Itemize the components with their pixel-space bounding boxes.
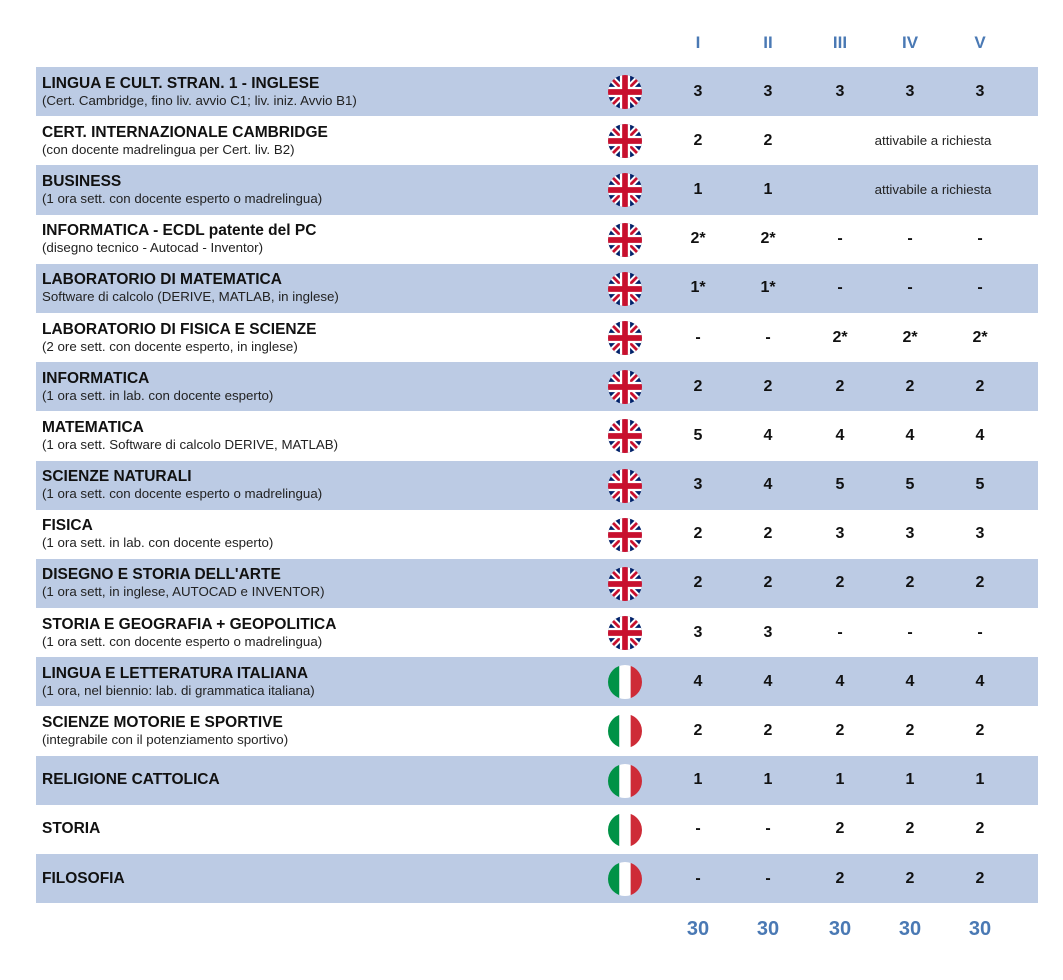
hours-cell: 2 [763,722,773,740]
hours-cell: 1 [693,180,703,198]
subject-description: (1 ora sett. Software di calcolo DERIVE, MATLAB) [42,436,339,452]
hours-cell: 2 [835,574,845,592]
total-hours: 30 [828,918,852,940]
hours-cell: 4 [835,426,845,444]
hours-cell: 3 [835,82,845,100]
subject-description: (1 ora sett. con docente esperto o madrelingua) [42,486,323,502]
hours-cell: - [837,623,843,641]
hours-cell: - [765,820,771,838]
hours-cell: 2 [763,377,773,395]
hours-cell: - [977,279,983,297]
hours-cell: 2 [835,869,845,887]
hours-cell: 4 [975,426,985,444]
table-row [36,116,1038,165]
table-row [36,67,1038,116]
hours-cell: 2 [835,377,845,395]
subject-description: (integrabile con il potenziamento sportivo) [42,732,289,748]
hours-cell: 3 [975,82,985,100]
availability-note: attivabile a richiesta [874,181,992,197]
hours-cell: 2* [972,328,988,346]
subject-cell [42,706,602,755]
hours-cell: - [907,279,913,297]
hours-cell: - [907,623,913,641]
total-hours: 30 [686,918,710,940]
hours-cell: 2 [835,722,845,740]
subject-cell [42,67,602,116]
uk-flag-icon [608,567,642,601]
table-row [36,313,1038,362]
subject-cell [42,362,602,411]
hours-cell: - [837,230,843,248]
hours-cell: 2 [763,525,773,543]
hours-cell: 3 [763,82,773,100]
subject-title: MATEMATICA [42,418,144,436]
subject-title: STORIA [42,820,101,838]
subject-cell [42,165,602,214]
hours-cell: 2 [905,820,915,838]
italy-flag-icon [608,714,642,748]
table-row [36,461,1038,510]
hours-cell: 4 [763,672,773,690]
subject-description: (2 ore sett. con docente esperto, in inglese) [42,338,298,354]
hours-cell: 2 [905,869,915,887]
total-hours: 30 [968,918,992,940]
subject-title: INFORMATICA - ECDL patente del PC [42,222,317,240]
italy-flag-icon [608,862,642,896]
hours-cell: 2 [693,377,703,395]
table-row [36,706,1038,755]
hours-cell: 3 [835,525,845,543]
hours-cell: 4 [905,672,915,690]
hours-cell: 2 [975,869,985,887]
hours-cell: - [765,328,771,346]
hours-cell: 2* [902,328,918,346]
hours-cell: 2 [693,722,703,740]
subject-description: (1 ora, nel biennio: lab. di grammatica italiana) [42,682,315,698]
subject-cell [42,657,602,706]
hours-cell: - [907,230,913,248]
subject-cell [42,411,602,460]
hours-cell: 2 [763,131,773,149]
year-label: I [695,33,701,52]
subject-title: RELIGIONE CATTOLICA [42,771,220,789]
subject-title: FILOSOFIA [42,869,125,887]
hours-cell: 3 [905,525,915,543]
subject-title: DISEGNO E STORIA DELL'ARTE [42,566,281,584]
uk-flag-icon [608,419,642,453]
subject-description: (1 ora sett. in lab. con docente esperto) [42,387,274,403]
hours-cell: 1 [975,771,985,789]
hours-cell: 4 [905,426,915,444]
totals-row [0,913,1063,945]
table-row [36,805,1038,854]
subject-title: LINGUA E LETTERATURA ITALIANA [42,664,309,682]
hours-cell: 1 [905,771,915,789]
hours-cell: 2* [690,230,706,248]
subject-title: CERT. INTERNAZIONALE CAMBRIDGE [42,123,328,141]
hours-cell: 2 [693,525,703,543]
hours-cell: 4 [975,672,985,690]
hours-cell: 5 [693,426,703,444]
hours-cell: 2 [975,377,985,395]
hours-cell: 5 [835,476,845,494]
subject-description: (disegno tecnico - Autocad - Inventor) [42,240,263,256]
subject-title: STORIA E GEOGRAFIA + GEOPOLITICA [42,615,337,633]
hours-cell: 2 [975,820,985,838]
hours-cell: - [695,869,701,887]
hours-cell: 2 [975,722,985,740]
subject-cell [42,510,602,559]
hours-cell: 2 [835,820,845,838]
subject-description: (1 ora sett, in inglese, AUTOCAD e INVENTOR) [42,584,325,600]
subject-description: (con docente madrelingua per Cert. liv. B2) [42,141,295,157]
hours-cell: - [765,869,771,887]
hours-cell: 4 [763,476,773,494]
hours-cell: - [695,328,701,346]
subject-title: INFORMATICA [42,369,150,387]
table-row [36,264,1038,313]
total-hours: 30 [898,918,922,940]
italy-flag-icon [608,813,642,847]
table-row [36,657,1038,706]
subject-cell [42,854,602,903]
subject-cell [42,608,602,657]
uk-flag-icon [608,321,642,355]
subject-cell [42,559,602,608]
subject-title: LABORATORIO DI FISICA E SCIENZE [42,320,317,338]
hours-cell: 4 [693,672,703,690]
hours-cell: 4 [763,426,773,444]
italy-flag-icon [608,665,642,699]
hours-cell: 2 [763,574,773,592]
subject-description: (1 ora sett. con docente esperto o madrelingua) [42,633,323,649]
hours-cell: 2 [905,377,915,395]
subject-cell [42,461,602,510]
hours-cell: 2 [905,574,915,592]
subject-title: SCIENZE MOTORIE E SPORTIVE [42,714,283,732]
hours-cell: - [837,279,843,297]
hours-cell: 2 [905,722,915,740]
hours-cell: 2 [693,131,703,149]
table-row [36,559,1038,608]
hours-cell: 1* [760,279,776,297]
total-hours: 30 [756,918,780,940]
subject-cell [42,264,602,313]
subject-cell [42,116,602,165]
year-label: V [974,33,986,52]
table-row [36,411,1038,460]
table-row [36,362,1038,411]
hours-cell: - [695,820,701,838]
uk-flag-icon [608,75,642,109]
uk-flag-icon [608,469,642,503]
table-row [36,165,1038,214]
subject-cell [42,756,602,805]
subject-description: (1 ora sett. con docente esperto o madrelingua) [42,190,323,206]
years-header [0,28,1063,58]
subject-cell [42,805,602,854]
hours-cell: 3 [693,623,703,641]
uk-flag-icon [608,223,642,257]
table-row [36,510,1038,559]
year-label: II [763,33,773,52]
year-label: IV [901,33,919,52]
subject-description: Software di calcolo (DERIVE, MATLAB, in inglese) [42,289,339,305]
hours-cell: 1 [763,180,773,198]
hours-cell: 2 [693,574,703,592]
subject-title: SCIENZE NATURALI [42,468,192,486]
hours-cell: 1 [693,771,703,789]
hours-cell: 2* [760,230,776,248]
table-row [36,756,1038,805]
subject-description: (1 ora sett. in lab. con docente esperto) [42,535,274,551]
hours-cell: 3 [693,82,703,100]
hours-cell: 3 [905,82,915,100]
hours-table [36,67,1038,903]
uk-flag-icon [608,518,642,552]
uk-flag-icon [608,616,642,650]
hours-cell: 5 [905,476,915,494]
hours-cell: 5 [975,476,985,494]
year-label: III [832,33,848,52]
hours-cell: - [977,623,983,641]
subject-title: LABORATORIO DI MATEMATICA [42,271,282,289]
hours-cell: - [977,230,983,248]
subject-title: LINGUA E CULT. STRAN. 1 - INGLESE [42,74,320,92]
uk-flag-icon [608,370,642,404]
hours-cell: 2* [832,328,848,346]
hours-cell: 1 [763,771,773,789]
hours-cell: 3 [693,476,703,494]
subject-title: BUSINESS [42,172,122,190]
subject-description: (Cert. Cambridge, fino liv. avvio C1; liv. iniz. Avvio B1) [42,92,357,108]
subject-cell [42,215,602,264]
table-row [36,215,1038,264]
subject-title: FISICA [42,517,93,535]
uk-flag-icon [608,173,642,207]
hours-cell: 3 [975,525,985,543]
hours-cell: 2 [975,574,985,592]
hours-cell: 4 [835,672,845,690]
italy-flag-icon [608,764,642,798]
hours-cell: 3 [763,623,773,641]
table-row [36,608,1038,657]
uk-flag-icon [608,272,642,306]
table-row [36,854,1038,903]
hours-cell: 1 [835,771,845,789]
subject-cell [42,313,602,362]
uk-flag-icon [608,124,642,158]
availability-note: attivabile a richiesta [874,132,992,148]
hours-cell: 1* [690,279,706,297]
